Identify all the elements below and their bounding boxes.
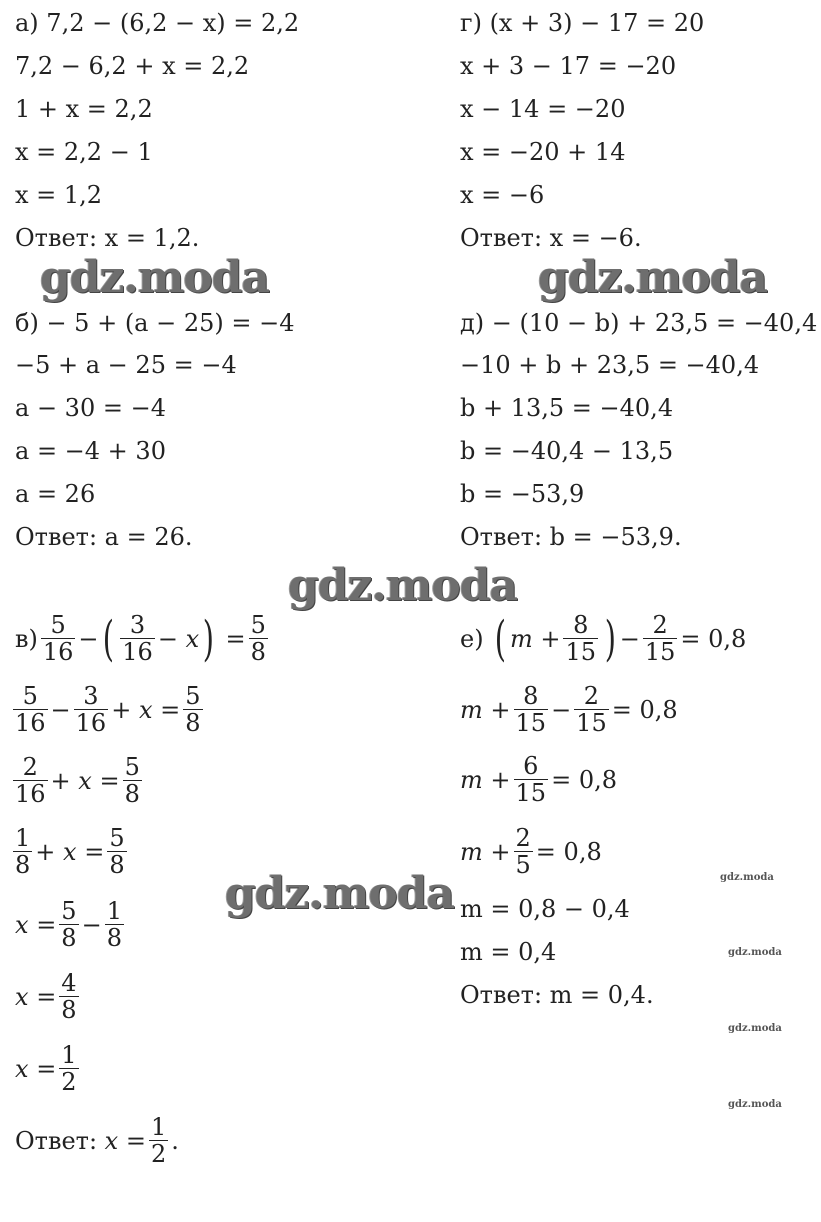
equals-sign: = bbox=[611, 695, 632, 724]
eq-e-line-4 bbox=[460, 825, 602, 878]
equals-sign: = bbox=[160, 695, 181, 724]
minus-sign: − bbox=[50, 695, 71, 724]
minus-sign: − bbox=[78, 624, 99, 653]
eq-e-line-2 bbox=[460, 683, 678, 736]
eq-e-line-5: m = 0,8 − 0,4 bbox=[460, 895, 630, 923]
answer-label: Ответ: bbox=[15, 1126, 98, 1155]
variable: x bbox=[78, 766, 92, 795]
equals-sign: = bbox=[125, 1126, 146, 1155]
eq-a-line-4: x = 2,2 − 1 bbox=[15, 138, 153, 166]
plus-sign: + bbox=[490, 837, 511, 866]
value: 0,8 bbox=[639, 695, 678, 724]
minus-sign: − bbox=[619, 624, 640, 653]
plus-sign: + bbox=[111, 695, 132, 724]
eq-b-line-4: a = −4 + 30 bbox=[15, 437, 166, 465]
fraction: $\frac{5}{8}$ bbox=[185, 682, 201, 737]
fraction: $\frac{2}{15}$ bbox=[644, 611, 676, 666]
minus-sign: − bbox=[81, 910, 102, 939]
fraction: $\frac{4}{8}$ bbox=[61, 969, 77, 1024]
watermark-small-1: gdz.moda bbox=[720, 872, 774, 883]
fraction: $\frac{5}{8}$ bbox=[250, 611, 266, 666]
eq-v-line-7 bbox=[15, 1042, 82, 1095]
eq-g-line-3: x − 14 = −20 bbox=[460, 95, 626, 123]
eq-a-line-2: 7,2 − 6,2 + x = 2,2 bbox=[15, 52, 250, 80]
eq-d-line-2: −10 + b + 23,5 = −40,4 bbox=[460, 351, 760, 379]
variable: x bbox=[15, 982, 29, 1011]
fraction: $\frac{5}{8}$ bbox=[109, 824, 125, 879]
watermark-3: gdz.moda bbox=[288, 560, 518, 611]
plus-sign: + bbox=[50, 766, 71, 795]
eq-v-line-5 bbox=[15, 898, 127, 951]
equals-sign: = bbox=[680, 624, 701, 653]
period: . bbox=[171, 1126, 179, 1155]
right-paren: ) bbox=[202, 610, 215, 667]
left-paren: ( bbox=[494, 610, 507, 667]
eq-e-label: е) bbox=[460, 624, 484, 653]
watermark-small-2: gdz.moda bbox=[728, 947, 782, 958]
eq-b-answer: Ответ: a = 26. bbox=[15, 523, 193, 551]
eq-e-line-6: m = 0,4 bbox=[460, 938, 557, 966]
fraction: $\frac{5}{16}$ bbox=[42, 611, 74, 666]
eq-b-line-3: a − 30 = −4 bbox=[15, 394, 166, 422]
fraction: $\frac{1}{2}$ bbox=[61, 1041, 77, 1096]
watermark-2: gdz.moda bbox=[538, 252, 768, 303]
eq-v-answer bbox=[15, 1114, 179, 1167]
eq-d-line-5: b = −53,9 bbox=[460, 480, 585, 508]
plus-sign: + bbox=[540, 624, 561, 653]
fraction: $\frac{1}{8}$ bbox=[15, 824, 31, 879]
watermark-4: gdz.moda bbox=[225, 868, 455, 919]
eq-b-line-2: −5 + a − 25 = −4 bbox=[15, 351, 237, 379]
variable: x bbox=[15, 1054, 29, 1083]
fraction: $\frac{3}{16}$ bbox=[75, 682, 107, 737]
fraction: $\frac{2}{15}$ bbox=[576, 682, 607, 737]
eq-g-line-1: г) (x + 3) − 17 = 20 bbox=[460, 9, 705, 37]
equals-sign: = bbox=[36, 1054, 57, 1083]
fraction: $\frac{2}{16}$ bbox=[15, 753, 46, 808]
right-paren: ) bbox=[604, 610, 617, 667]
plus-sign: + bbox=[490, 695, 511, 724]
fraction: $\frac{6}{15}$ bbox=[515, 752, 547, 807]
eq-a-line-1: а) 7,2 − (6,2 − x) = 2,2 bbox=[15, 9, 300, 37]
plus-sign: + bbox=[490, 765, 511, 794]
value: 0,8 bbox=[578, 765, 617, 794]
eq-v-line-3 bbox=[10, 754, 145, 807]
value: 0,8 bbox=[563, 837, 602, 866]
minus-sign: − bbox=[157, 624, 178, 653]
fraction: $\frac{5}{8}$ bbox=[61, 897, 77, 952]
watermark-small-4: gdz.moda bbox=[728, 1099, 782, 1110]
fraction: $\frac{2}{5}$ bbox=[515, 824, 531, 879]
fraction: $\frac{8}{15}$ bbox=[565, 611, 597, 666]
eq-v-line-4 bbox=[10, 825, 130, 878]
eq-a-answer: Ответ: x = 1,2. bbox=[15, 224, 200, 252]
eq-b-line-5: a = 26 bbox=[15, 480, 96, 508]
eq-g-line-5: x = −6 bbox=[460, 181, 545, 209]
variable: x bbox=[185, 624, 200, 653]
variable: m bbox=[460, 837, 483, 866]
eq-b-line-1: б) − 5 + (a − 25) = −4 bbox=[15, 309, 295, 337]
eq-g-line-2: x + 3 − 17 = −20 bbox=[460, 52, 677, 80]
left-paren: ( bbox=[102, 610, 114, 667]
equals-sign: = bbox=[99, 766, 120, 795]
variable: m bbox=[460, 695, 483, 724]
eq-d-line-4: b = −40,4 − 13,5 bbox=[460, 437, 674, 465]
fraction: $\frac{8}{15}$ bbox=[515, 682, 547, 737]
eq-v-line-6 bbox=[15, 970, 82, 1023]
value: 0,8 bbox=[708, 624, 747, 653]
eq-v-label: в) bbox=[15, 624, 38, 653]
equals-sign: = bbox=[36, 982, 57, 1011]
fraction: $\frac{1}{2}$ bbox=[150, 1113, 167, 1168]
equals-sign: = bbox=[36, 910, 57, 939]
fraction: $\frac{5}{8}$ bbox=[124, 753, 140, 808]
equals-sign: = bbox=[535, 837, 556, 866]
fraction: $\frac{5}{16}$ bbox=[15, 682, 46, 737]
variable: x bbox=[15, 910, 29, 939]
eq-g-answer: Ответ: x = −6. bbox=[460, 224, 642, 252]
eq-d-line-1: д) − (10 − b) + 23,5 = −40,4 bbox=[460, 309, 818, 337]
eq-e-line-1 bbox=[460, 612, 746, 665]
eq-a-line-5: x = 1,2 bbox=[15, 181, 103, 209]
eq-v-line-2 bbox=[10, 683, 206, 736]
eq-e-line-3 bbox=[460, 753, 617, 806]
fraction: $\frac{1}{8}$ bbox=[106, 897, 122, 952]
watermark-1: gdz.moda bbox=[40, 252, 270, 303]
eq-v-line-1 bbox=[15, 612, 271, 665]
eq-a-line-3: 1 + x = 2,2 bbox=[15, 95, 153, 123]
minus-sign: − bbox=[551, 695, 572, 724]
variable: m bbox=[460, 765, 483, 794]
variable: x bbox=[104, 1126, 119, 1155]
equals-sign: = bbox=[551, 765, 572, 794]
eq-e-answer: Ответ: m = 0,4. bbox=[460, 981, 654, 1009]
equals-sign: = bbox=[225, 624, 246, 653]
variable: x bbox=[138, 695, 153, 724]
eq-d-line-3: b + 13,5 = −40,4 bbox=[460, 394, 674, 422]
eq-g-line-4: x = −20 + 14 bbox=[460, 138, 626, 166]
variable: m bbox=[509, 624, 533, 653]
equals-sign: = bbox=[84, 837, 105, 866]
plus-sign: + bbox=[35, 837, 56, 866]
watermark-small-3: gdz.moda bbox=[728, 1023, 782, 1034]
variable: x bbox=[63, 837, 77, 866]
eq-d-answer: Ответ: b = −53,9. bbox=[460, 523, 682, 551]
fraction: $\frac{3}{16}$ bbox=[122, 611, 153, 666]
